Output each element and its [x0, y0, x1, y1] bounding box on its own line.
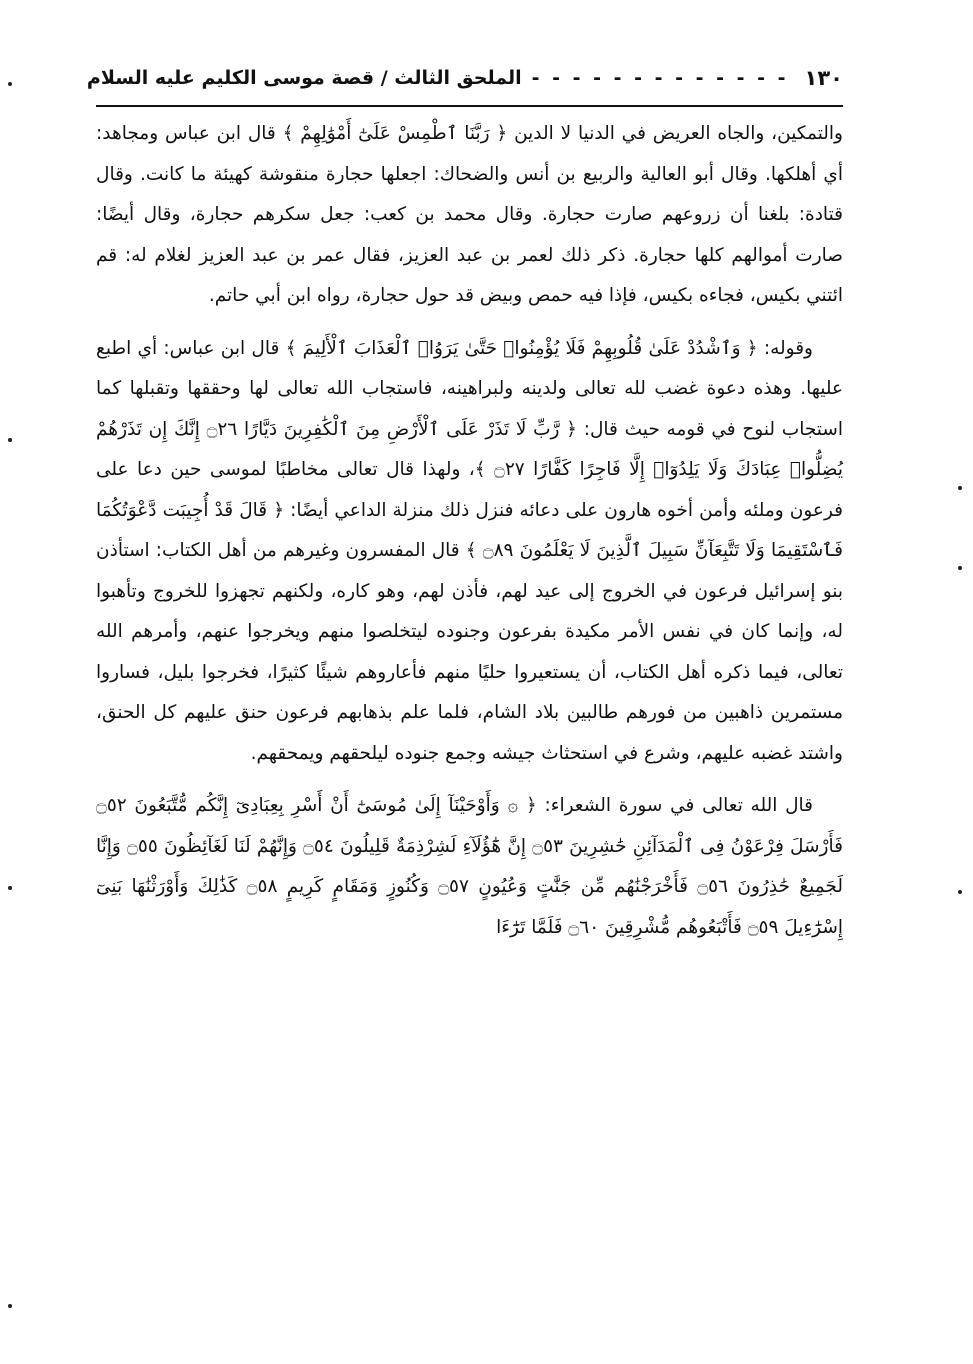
main-text [96, 114, 843, 960]
page-number: ١٣٠ [804, 66, 843, 90]
margin-mark [8, 1304, 12, 1308]
margin-mark [958, 890, 962, 894]
header-title: الملحق الثالث / قصة موسى الكليم عليه السلام [86, 67, 522, 89]
header-rule [96, 105, 843, 107]
margin-mark [8, 886, 12, 890]
margin-mark [8, 438, 12, 442]
running-header [86, 58, 843, 98]
margin-mark [958, 486, 962, 490]
paragraph-1: والتمكين، والجاه العريض في الدنيا لا الدين ﴿ رَبَّنَا ٱطْمِسْ عَلَىٰٓ أَمْوَٰلِهِمْ ﴾ قال ابن عباس ومجاهد: أي أهلكها. وقال أبو العالية والربيع بن أنس والضحاك: اجعلها حجارة منقوشة كهيئة ما كانت. وقال قتادة: بلغنا أن زروعهم صارت حجارة. وقال محمد بن كعب: جعل سكرهم حجارة، وقال أيضًا: صارت أموالهم كلها حجارة. ذكر ذلك لعمر بن عبد العزيز، فقال عمر بن عبد العزيز لغلام له: قم ائتني بكيس، فجاءه بكيس، فإذا فيه حمص وبيض قد حول حجارة، رواه ابن أبي حاتم. [96, 123, 843, 306]
margin-mark [958, 566, 962, 570]
paragraph-3: قال الله تعالى في سورة الشعراء: ﴿ ۞ وَأَوْحَيْنَآ إِلَىٰ مُوسَىٰٓ أَنْ أَسْرِ بِعِبَادِىٓ إِنَّكُم مُّتَّبَعُونَ ۝٥٢ فَأَرْسَلَ فِرْعَوْنُ فِى ٱلْمَدَآئِنِ حَٰشِرِينَ ۝٥٣ إِنَّ هَٰٓؤُلَآءِ لَشِرْذِمَةٌ قَلِيلُونَ ۝٥٤ وَإِنَّهُمْ لَنَا لَغَآئِظُونَ ۝٥٥ وَإِنَّا لَجَمِيعٌ حَٰذِرُونَ ۝٥٦ فَأَخْرَجْنَٰهُم مِّن جَنَّٰتٍ وَعُيُونٍ ۝٥٧ وَكُنُوزٍ وَمَقَامٍ كَرِيمٍ ۝٥٨ كَذَٰلِكَ وَأَوْرَثْنَٰهَا بَنِىٓ إِسْرَٰٓءِيلَ ۝٥٩ فَأَتْبَعُوهُم مُّشْرِقِينَ ۝٦٠ فَلَمَّا تَرَٰٓءَا [96, 795, 843, 938]
paragraph-2: وقوله: ﴿ وَٱشْدُدْ عَلَىٰ قُلُوبِهِمْ فَلَا يُؤْمِنُوا۟ حَتَّىٰ يَرَوُا۟ ٱلْعَذَابَ ٱلْأَلِيمَ ﴾ قال ابن عباس: أي اطبع عليها. وهذه دعوة غضب لله تعالى ولدينه ولبراهينه، فاستجاب الله تعالى لها وحققها وتقبلها كما استجاب لنوح في قومه حيث قال: ﴿ رَّبِّ لَا تَذَرْ عَلَى ٱلْأَرْضِ مِنَ ٱلْكَٰفِرِينَ دَيَّارًا ۝٢٦ إِنَّكَ إِن تَذَرْهُمْ يُضِلُّوا۟ عِبَادَكَ وَلَا يَلِدُوٓا۟ إِلَّا فَاجِرًا كَفَّارًا ۝٢٧ ﴾، ولهذا قال تعالى مخاطبًا لموسى حين دعا على فرعون وملئه وأمن أخوه هارون على دعائه فنزل ذلك منزلة الداعي أيضًا: ﴿ قَالَ قَدْ أُجِيبَت دَّعْوَتُكُمَا فَٱسْتَقِيمَا وَلَا تَتَّبِعَآنِّ سَبِيلَ ٱلَّذِينَ لَا يَعْلَمُونَ ۝٨٩ ﴾ قال المفسرون وغيرهم من أهل الكتاب: استأذن بنو إسرائيل فرعون في الخروج إلى عيد لهم، فأذن لهم، وهو كاره، ولكنهم تجهزوا للخروج وتأهبوا له، وإنما كان في نفس الأمر مكيدة بفرعون وجنوده ليتخلصوا منهم ويخرجوا عنهم، وأمرهم الله تعالى، فيما ذكره أهل الكتاب، أن يستعيروا حليًا منهم فأعاروهم شيئًا كثيرًا، فخرجوا بليل، فساروا مستمرين ذاهبين من فورهم طالبين بلاد الشام، فلما علم بذهابهم فرعون حنق عليهم كل الحنق، واشتد غضبه عليهم، وشرع في استحثاث جيشه وجمع جنوده ليلحقهم ويمحقهم. [96, 337, 843, 764]
margin-mark [8, 82, 12, 86]
header-dashes: - - - - - - - - - - - - - [531, 67, 789, 89]
